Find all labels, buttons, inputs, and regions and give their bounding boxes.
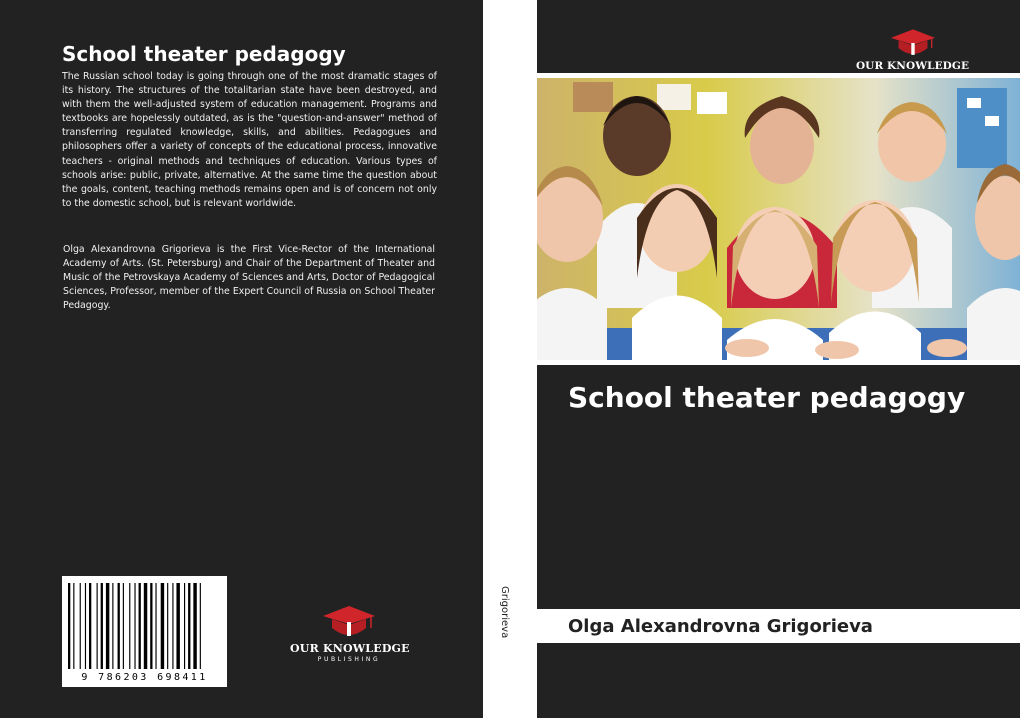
barcode-bar (101, 583, 103, 669)
publisher-logo-back (290, 602, 408, 663)
barcode-bar (172, 583, 173, 669)
barcode-bar (144, 583, 147, 669)
barcode-bar (193, 583, 196, 669)
graduation-cap-shield-icon (886, 26, 940, 60)
barcode-bar (112, 583, 113, 669)
barcode-bar (161, 583, 164, 669)
publisher-logo-front (849, 26, 976, 80)
barcode-bar (129, 583, 130, 669)
front-cover-author: Olga Alexandrovna Grigorieva (568, 616, 873, 637)
barcode-bar (167, 583, 168, 669)
barcode-bar (134, 583, 135, 669)
barcode-bars (68, 583, 221, 669)
barcode-bar (139, 583, 141, 669)
front-cover-title: School theater pedagogy (568, 381, 966, 414)
barcode-bar (150, 583, 152, 669)
isbn-barcode (62, 576, 227, 687)
barcode-bar (85, 583, 86, 669)
barcode-bar (80, 583, 81, 669)
barcode-bar (176, 583, 179, 669)
barcode-bar (155, 583, 156, 669)
barcode-bar (106, 583, 109, 669)
publisher-name: OUR KNOWLEDGE (855, 60, 970, 72)
barcode-bar (184, 583, 185, 669)
barcode-bar (118, 583, 120, 669)
barcode-bar (89, 583, 91, 669)
barcode-bar (68, 583, 70, 669)
back-cover-blurb: The Russian school today is going through one of the most dramatic stages of its history. The structures of the totalitarian state have been destroyed, and with them the well-adjusted system of education management. Programs and textbooks are hopelessly outdated, as is the "question-and-answer" method of transferring regulated knowledge, skills, and abilities. Pedagogues and philosophers offer a variety of concepts of the educational process, innovative teachers - original methods and techniques of education. Various types of schools arise: public, private, alternative. At the same time the question about the goals, content, teaching methods remains open and is of concern not only to the domestic school, but is relevant worldwide. (62, 71, 437, 209)
author-bio: Olga Alexandrovna Grigorieva is the First Vice-Rector of the International Academy of Arts. (St. Petersburg) and Chair of the Department of Theater and Music of the Petrovskaya Academy of Sciences and Arts, Doctor of Pedagogical Sciences, Professor, member of the Expert Council of Russia on School Theater Pedagogy. (63, 244, 435, 312)
isbn-number: 9 786203 698411 (81, 672, 208, 683)
publisher-tagline: PUBLISHING (317, 656, 381, 663)
barcode-bar (73, 583, 74, 669)
graduation-cap-shield-icon (319, 602, 379, 642)
barcode-bar (188, 583, 190, 669)
barcode-bar (200, 583, 201, 669)
spine-author: Grigorieva (499, 586, 510, 639)
publisher-name: OUR KNOWLEDGE (290, 642, 410, 655)
classroom-children-photo (537, 78, 1020, 360)
spine (483, 0, 537, 718)
barcode-bar (123, 583, 124, 669)
barcode-bar (97, 583, 98, 669)
back-cover-title: School theater pedagogy (62, 42, 346, 66)
